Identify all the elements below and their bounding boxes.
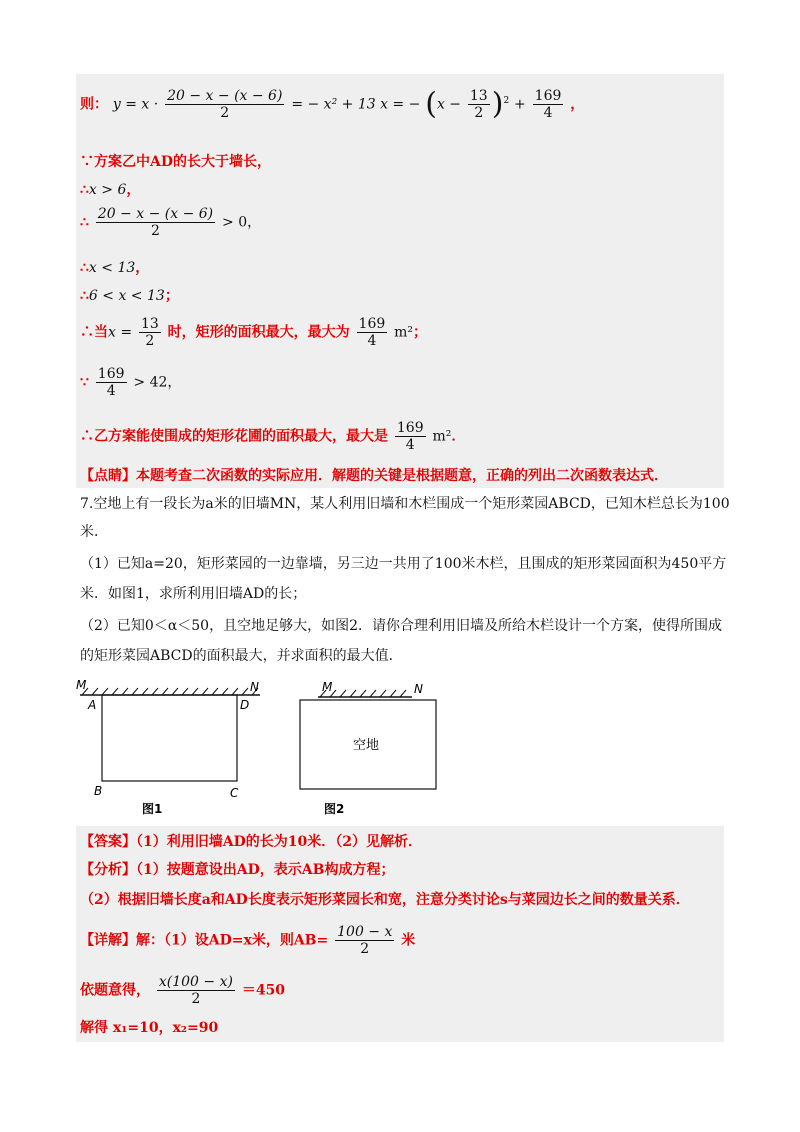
formula-line-1: 则： y = x · $\frac{20 - x - (x - 6)}{2}$ = − x² + 13 x = − (x − $\frac{13}{2}$ )$^2$ + $\frac{169}{4}$ ， <box>80 86 585 122</box>
fraction-2: $\frac{13}{2}$ <box>469 88 488 121</box>
wall-hatching-2 <box>320 690 406 697</box>
dianjing-line: 【点睛】本题考查二次函数的实际应用．解题的关键是根据题意，正确的列出二次函数表达式． <box>80 468 668 484</box>
text-line-7: ∴当x = $\frac{13}{2}$ 时，矩形的面积最大，最大为 $\frac{169}{4}$ m²； <box>80 316 428 349</box>
fraction-3: $\frac{169}{4}$ <box>534 88 562 121</box>
label-n-2: N <box>414 682 423 696</box>
figure-diagrams <box>70 675 470 825</box>
fraction-5: $\frac{13}{2}$ <box>140 316 159 349</box>
analysis-line-2: （2）根据旧墙长度a和AD长度表示矩形菜园长和宽，注意分类讨论s与菜园边长之间的数量关系． <box>80 892 690 908</box>
label-m-2: M <box>322 680 333 694</box>
problem-line-1b: 米． <box>80 524 108 540</box>
fraction-1: $\frac{20 - x - (x - 6)}{2}$ <box>167 88 283 121</box>
label-d: D <box>240 698 250 712</box>
text-ze: 则： <box>80 96 108 113</box>
fraction-area: $\frac{x(100 - x)}{2}$ <box>158 974 233 1007</box>
figure-1-caption: 图1 <box>142 802 163 816</box>
text-line-4: ∴ $\frac{20 - x - (x - 6)}{2}$ > 0， <box>80 206 262 239</box>
label-m-1: M <box>76 678 87 692</box>
rectangle-abcd-1 <box>102 695 237 781</box>
var-x: x − <box>436 96 462 113</box>
analysis-line-1: 【分析】（1）按题意设出AD，表示AB构成方程； <box>80 862 395 878</box>
formula-lhs: y = x · <box>112 96 159 113</box>
paren-close: ) <box>491 86 504 122</box>
problem-line-1: 7.空地上有一段长为a米的旧墙MN，某人利用旧墙和木栏围成一个矩形菜园ABCD，已知木栏总长为100 <box>80 496 730 512</box>
vacant-land-label: 空地 <box>353 738 380 753</box>
paren-open: ( <box>425 86 437 122</box>
fraction-8: $\frac{169}{4}$ <box>396 420 424 453</box>
label-b: B <box>94 784 103 798</box>
comma: ， <box>570 96 585 113</box>
problem-line-3b: 的矩形菜园ABCD的面积最大，并求面积的最大值． <box>80 648 403 664</box>
problem-line-2b: 米．如图1，求所利用旧墙AD的长； <box>80 586 307 602</box>
text-line-9: ∴乙方案能使围成的矩形花圃的面积最大，最大是 $\frac{169}{4}$ m²． <box>80 420 466 453</box>
label-c: C <box>230 786 239 800</box>
text-line-5: ∴x < 13， <box>80 260 150 276</box>
text-line-3: ∴x > 6， <box>80 182 141 198</box>
label-n-1: N <box>250 680 259 694</box>
wall-hatching-1 <box>82 688 258 695</box>
fraction-ab: $\frac{100 - x}{2}$ <box>337 924 393 957</box>
detail-line: 【详解】解：（1）设AD=x米，则AB= $\frac{100 - x}{2}$ 米 <box>80 924 416 957</box>
fraction-4: $\frac{20 - x - (x - 6)}{2}$ <box>97 206 214 239</box>
fraction-7: $\frac{169}{4}$ <box>97 366 125 399</box>
problem-line-2: （1）已知a=20，矩形菜园的一边靠墙，另三边一共用了100米木栏，且围成的矩形菜园面积为450平方 <box>80 556 727 572</box>
plus-sign: + <box>514 96 526 113</box>
fraction-6: $\frac{169}{4}$ <box>358 316 386 349</box>
figure-1 <box>76 678 260 816</box>
answer-line: 【答案】（1）利用旧墙AD的长为10米．（2）见解析． <box>80 834 422 850</box>
equation-line: 依题意得， $\frac{x(100 - x)}{2}$ ＝450 <box>80 974 286 1007</box>
solution-line: 解得 x₁=10，x₂=90 <box>80 1020 219 1036</box>
problem-line-3: （2）已知0＜α＜50，且空地足够大，如图2．请你合理利用旧墙及所给木栏设计一个方案，使得所围成 <box>80 618 722 634</box>
figure-2 <box>300 680 436 816</box>
text-line-8: ∵ $\frac{169}{4}$ > 42， <box>80 366 182 399</box>
label-a: A <box>88 698 97 712</box>
text-line-6: ∴6 < x < 13； <box>80 288 179 304</box>
figure-2-caption: 图2 <box>324 802 345 816</box>
formula-mid: = − x² + 13 x = − <box>291 96 421 113</box>
text-line-2: ∵方案乙中AD的长大于墙长， <box>80 154 272 170</box>
